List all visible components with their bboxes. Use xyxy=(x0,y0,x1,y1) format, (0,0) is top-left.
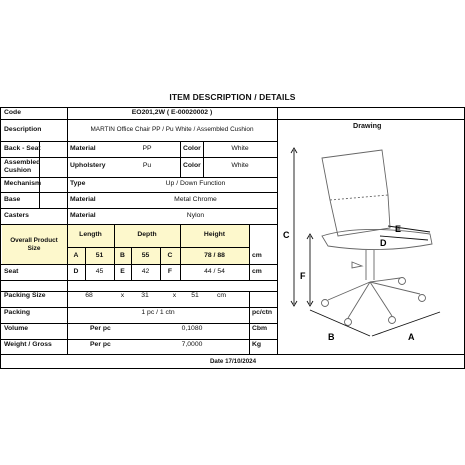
back-seat-material-label: Material xyxy=(70,145,96,152)
row-line xyxy=(1,141,277,142)
label-c: C xyxy=(283,230,290,240)
row-line xyxy=(1,339,277,340)
dim-a-value: 51 xyxy=(95,252,104,259)
code-value: EO201,2W ( E-00020002 ) xyxy=(131,109,213,116)
dim-b-arrow xyxy=(310,310,370,336)
packing-unit: pc/ctn xyxy=(252,309,273,316)
cushion-color-label: Color xyxy=(183,162,201,169)
mechanism-value: Up / Down Function xyxy=(165,180,226,187)
upholstery-label: Upholstery xyxy=(70,162,106,169)
base-label: Base xyxy=(4,196,21,203)
cushion-color: White xyxy=(231,162,249,169)
seat-f-letter: F xyxy=(167,268,173,275)
casters-value: Nylon xyxy=(186,212,205,219)
row-line xyxy=(1,119,465,120)
length-header: Length xyxy=(79,231,102,238)
col-line xyxy=(249,224,250,280)
dim-b-letter: B xyxy=(120,252,125,259)
upholstery-value: Pu xyxy=(142,162,152,169)
base-material-label: Material xyxy=(70,196,96,203)
back-seat-color: White xyxy=(231,145,249,152)
drawing-title: Drawing xyxy=(353,121,382,130)
row-line xyxy=(1,192,277,193)
casters-material-label: Material xyxy=(70,212,96,219)
backrest-shape xyxy=(322,150,390,236)
label-b: B xyxy=(328,332,335,342)
seat-d-value: 45 xyxy=(95,268,104,275)
weight-value: 7,0000 xyxy=(181,341,203,348)
label-a: A xyxy=(408,332,415,342)
packing-size-x2: x xyxy=(172,292,177,299)
packing-label: Packing xyxy=(4,309,31,316)
base-legs-shape xyxy=(328,278,420,318)
volume-per: Per pc xyxy=(90,325,111,332)
overall-size-label: Overall Product Size xyxy=(10,237,58,253)
assembled-cushion-label: Assembled Cushion xyxy=(4,159,41,174)
dim-d-arrow xyxy=(380,236,428,240)
seat-e-letter: E xyxy=(120,268,125,275)
row-line xyxy=(1,264,277,265)
label-d: D xyxy=(380,238,387,248)
depth-header: Depth xyxy=(137,231,157,238)
packing-size-v1: 68 xyxy=(85,292,93,299)
seat-unit: cm xyxy=(252,268,262,275)
height-header: Height xyxy=(203,231,226,238)
seat-label: Seat xyxy=(4,268,19,275)
back-seat-color-label: Color xyxy=(183,145,201,152)
label-e: E xyxy=(395,224,402,234)
volume-label: Volume xyxy=(4,325,29,332)
packing-value: 1 pc / 1 ctn xyxy=(141,309,175,316)
seat-f-value: 44 / 54 xyxy=(204,268,225,275)
packing-size-v3: 51 xyxy=(191,292,199,299)
date-label: Date 17/10/2024 xyxy=(209,358,257,365)
weight-per: Per pc xyxy=(90,341,111,348)
base-value: Metal Chrome xyxy=(174,196,217,203)
gas-lift-shape xyxy=(366,250,374,280)
packing-size-label: Packing Size xyxy=(4,292,46,299)
label-f: F xyxy=(300,271,306,281)
weight-label: Weight / Gross xyxy=(4,341,52,348)
description-label: Description xyxy=(4,126,42,133)
row-line xyxy=(67,247,249,248)
col-line xyxy=(249,291,250,354)
overall-unit: cm xyxy=(252,252,262,259)
row-line xyxy=(1,307,277,308)
code-label: Code xyxy=(4,109,21,116)
dim-b-value: 55 xyxy=(141,252,150,259)
row-line xyxy=(1,354,465,355)
packing-size-v2: 31 xyxy=(141,292,149,299)
chair-drawing xyxy=(280,140,450,350)
dim-a-letter: A xyxy=(73,252,79,259)
seat-d-letter: D xyxy=(73,268,79,275)
seat-shape xyxy=(322,229,432,249)
seat-e-value: 42 xyxy=(141,268,150,275)
row-line xyxy=(1,323,277,324)
dim-a-arrow xyxy=(372,312,440,336)
back-seat-material: PP xyxy=(142,145,152,152)
packing-size-unit: cm xyxy=(217,292,227,299)
casters-label: Casters xyxy=(4,212,29,219)
col-line xyxy=(180,141,181,177)
volume-value: 0,1080 xyxy=(181,325,203,332)
volume-unit: Cbm xyxy=(252,325,268,332)
dim-c-value: 78 / 88 xyxy=(204,252,225,259)
row-line xyxy=(1,280,277,281)
page-title: ITEM DESCRIPTION / DETAILS xyxy=(169,92,296,102)
back-seat-label: Back - Seat xyxy=(4,145,41,152)
weight-unit: Kg xyxy=(252,341,262,348)
drawing-divider xyxy=(277,108,278,354)
row-line xyxy=(1,208,277,209)
mechanism-type-label: Type xyxy=(70,180,86,187)
row-line xyxy=(1,157,277,158)
packing-size-x1: x xyxy=(120,292,125,299)
description-value: MARTIN Office Chair PP / Pu White / Assembled Cushion xyxy=(90,126,254,133)
row-line xyxy=(1,177,277,178)
dim-c-letter: C xyxy=(167,252,173,259)
mechanism-label: Mechanism xyxy=(4,180,42,187)
